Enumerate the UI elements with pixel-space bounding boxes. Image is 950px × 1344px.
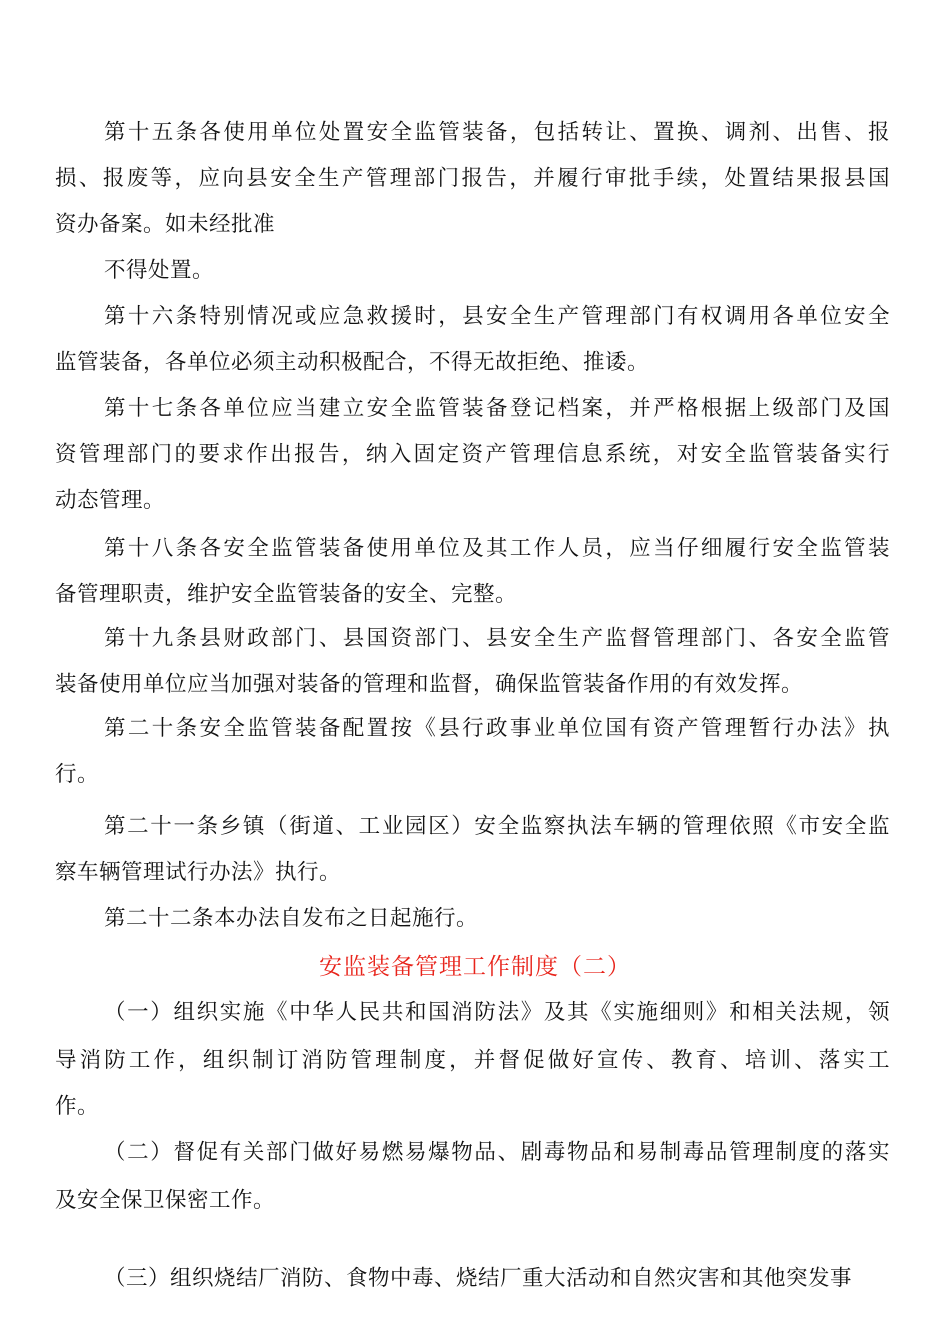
article-20-line-1: 第二十条安全监管装备配置按《县行政事业单位国有资产管理暂行办法》执 [104, 716, 890, 741]
article-17-line-1: 第十七条各单位应当建立安全监管装备登记档案，并严格根据上级部门及国 [104, 396, 890, 421]
item-1-line-3: 作。 [55, 1094, 100, 1119]
item-1-line-1: （一）组织实施《中华人民共和国消防法》及其《实施细则》和相关法规，领 [104, 1000, 890, 1025]
article-18-line-1: 第十八条各安全监管装备使用单位及其工作人员，应当仔细履行安全监管装 [104, 536, 890, 561]
article-22-line-1: 第二十二条本办法自发布之日起施行。 [104, 906, 479, 931]
article-16-line-1: 第十六条特别情况或应急救援时，县安全生产管理部门有权调用各单位安全 [104, 304, 890, 329]
item-2-line-2: 及安全保卫保密工作。 [55, 1188, 276, 1213]
article-17-line-3: 动态管理。 [55, 488, 166, 513]
item-2-line-1: （二）督促有关部门做好易燃易爆物品、剧毒物品和易制毒品管理制度的落实 [104, 1140, 890, 1165]
article-19-line-1: 第十九条县财政部门、县国资部门、县安全生产监督管理部门、各安全监管 [104, 626, 890, 651]
article-15-line-1: 第十五条各使用单位处置安全监管装备，包括转让、置换、调剂、出售、报 [104, 120, 890, 145]
article-18-line-2: 备管理职责，维护安全监管装备的安全、完整。 [55, 582, 518, 607]
article-17-line-2: 资管理部门的要求作出报告，纳入固定资产管理信息系统，对安全监管装备实行 [55, 442, 890, 467]
article-15-line-3: 资办备案。如未经批准 [55, 212, 276, 237]
item-1-line-2: 导消防工作，组织制订消防管理制度，并督促做好宣传、教育、培训、落实工 [55, 1048, 890, 1073]
section-title: 安监装备管理工作制度（二） [319, 954, 631, 980]
article-21-line-1: 第二十一条乡镇（街道、工业园区）安全监察执法车辆的管理依照《市安全监 [104, 814, 890, 839]
article-19-line-2: 装备使用单位应当加强对装备的管理和监督，确保监管装备作用的有效发挥。 [55, 672, 804, 697]
item-3-line-1: （三）组织烧结厂消防、食物中毒、烧结厂重大活动和自然灾害和其他突发事 [104, 1266, 853, 1291]
article-20-line-2: 行。 [55, 762, 100, 787]
article-21-line-2: 察车辆管理试行办法》执行。 [55, 860, 342, 885]
article-15-line-2: 损、报废等，应向县安全生产管理部门报告，并履行审批手续，处置结果报县国 [55, 166, 890, 191]
article-16-line-2: 监管装备，各单位必须主动积极配合，不得无故拒绝、推诿。 [55, 350, 650, 375]
article-15-line-4: 不得处置。 [104, 258, 215, 283]
